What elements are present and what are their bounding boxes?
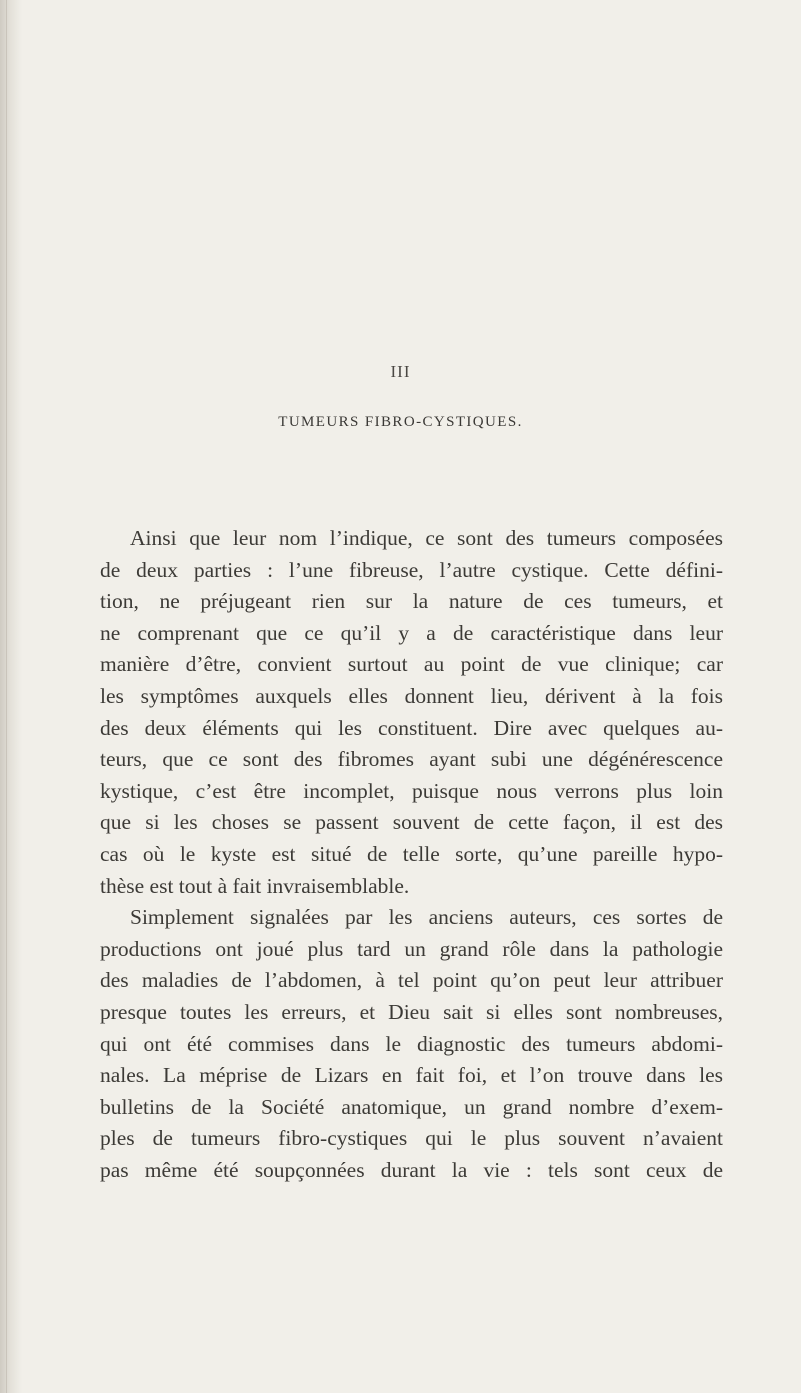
page-number: III	[390, 362, 411, 381]
text-line: que si les choses se passent souvent de cette façon, il est des	[100, 810, 723, 835]
text-line: tion, ne préjugeant rien sur la nature de ces tumeurs, et	[100, 589, 723, 614]
body-text	[100, 523, 723, 1186]
text-line: pas même été soupçonnées durant la vie : tels sont ceux de	[100, 1157, 723, 1182]
text-line: thèse est tout à fait invraisemblable.	[100, 873, 410, 898]
text-line: productions ont joué plus tard un grand rôle dans la pathologie	[100, 936, 723, 961]
text-line: bulletins de la Société anatomique, un grand nombre d’exem-	[100, 1094, 723, 1119]
text-line: cas où le kyste est situé de telle sorte, qu’une pareille hypo-	[100, 841, 723, 866]
text-line: teurs, que ce sont des fibromes ayant subi une dégénérescence	[100, 747, 723, 772]
binding-edge-line	[6, 0, 7, 1393]
text-line: Simplement signalées par les anciens auteurs, ces sortes de	[130, 905, 723, 930]
text-line: qui ont été commises dans le diagnostic des tumeurs abdomi-	[100, 1031, 723, 1056]
text-line: des maladies de l’abdomen, à tel point qu’on peut leur attribuer	[100, 968, 723, 993]
text-line: les symptômes auxquels elles donnent lieu, dérivent à la fois	[100, 683, 723, 708]
binding-shadow	[0, 0, 22, 1393]
chapter-title: TUMEURS FIBRO-CYSTIQUES.	[278, 414, 523, 430]
text-line: kystique, c’est être incomplet, puisque nous verrons plus loin	[100, 778, 723, 803]
text-line: ne comprenant que ce qu’il y a de caractéristique dans leur	[100, 620, 723, 645]
text-line: de deux parties : l’une fibreuse, l’autre cystique. Cette défini-	[100, 557, 723, 582]
text-line: Ainsi que leur nom l’indique, ce sont des tumeurs composées	[130, 526, 723, 550]
text-line: presque toutes les erreurs, et Dieu sait si elles sont nombreuses,	[100, 999, 723, 1024]
text-line: ples de tumeurs fibro-cystiques qui le plus souvent n’avaient	[100, 1126, 723, 1151]
text-line: nales. La méprise de Lizars en fait foi, et l’on trouve dans les	[100, 1063, 723, 1088]
text-line: des deux éléments qui les constituent. Dire avec quelques au-	[100, 715, 723, 740]
text-line: manière d’être, convient surtout au point de vue clinique; car	[100, 652, 723, 677]
